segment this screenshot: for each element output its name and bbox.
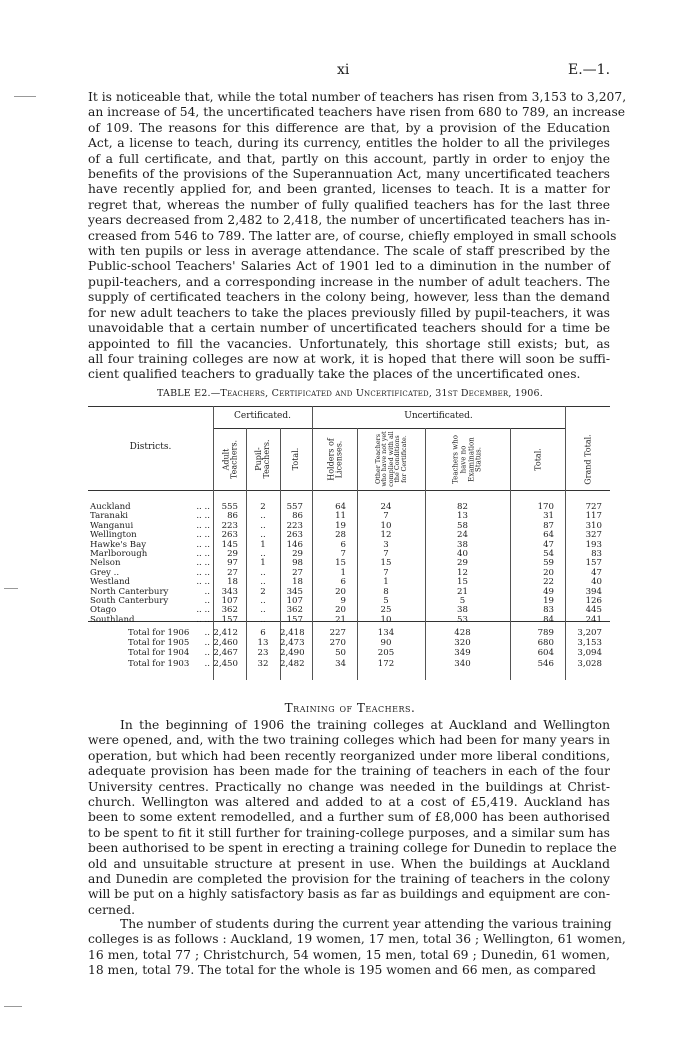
column-header: Total. xyxy=(291,447,301,471)
table-cell: 50 xyxy=(335,648,346,659)
table-cell: 7 xyxy=(340,549,346,559)
district-name: North Canterbury xyxy=(90,586,169,597)
table-rule-group xyxy=(213,428,565,429)
text-line: It is noticeable that, while the total number of teachers has risen from 3,153 to 3,207, xyxy=(88,90,627,104)
table-cell: 789 xyxy=(537,628,554,638)
table-cell: 24 xyxy=(457,530,468,541)
table-cell: .. xyxy=(260,567,266,578)
table-cell: 47 xyxy=(591,567,602,578)
table-cell: 21 xyxy=(457,586,468,597)
table-cell: 83 xyxy=(591,549,602,559)
text-line: of 109. The reasons for this difference are that, by a provision of the Education xyxy=(88,120,610,135)
district-name: Southland xyxy=(90,614,135,625)
table-cell: 15 xyxy=(335,558,346,569)
table-cell: 3,207 xyxy=(577,628,602,638)
table-cell: 7 xyxy=(383,549,389,559)
table-cell: 6 xyxy=(260,628,266,638)
table-cell: 18 xyxy=(227,577,238,588)
text-line: operation, but which had been recently reorganized under more liberal conditions, xyxy=(88,748,610,763)
table-cell: 58 xyxy=(457,520,468,531)
table-cell: .. xyxy=(260,614,266,625)
table-cell: 40 xyxy=(591,577,602,588)
text-line: to be spent to fit it still further for training-college purposes, and a similar sum has xyxy=(88,825,610,840)
text-line: pupil-teachers, and a corresponding increase in the number of adult teachers. The xyxy=(88,274,610,289)
column-header: Total. xyxy=(532,447,542,471)
text-line: all four training colleges are now at work, it is hoped that there will soon be suffi- xyxy=(88,351,610,366)
table-cell: 20 xyxy=(335,605,346,616)
text-line: Public-school Teachers' Salaries Act of 1901 led to a diminution in the number of xyxy=(88,259,610,274)
leader-dots: .. xyxy=(204,638,210,649)
table-cell: 29 xyxy=(457,558,468,569)
text-line: been authorised to be spent in erecting a training college for Dunedin to replace the xyxy=(88,841,617,856)
leader-dots: .. .. xyxy=(196,520,210,531)
table-cell: 6 xyxy=(340,539,346,550)
table-cell: 53 xyxy=(457,614,468,625)
table-cell: 10 xyxy=(380,520,392,531)
table-cell: 13 xyxy=(457,511,468,522)
table-cell: 223 xyxy=(286,520,303,531)
leader-dots: .. .. xyxy=(196,605,210,616)
table-cell: 394 xyxy=(585,586,602,597)
table-cell: 2,473 xyxy=(280,638,305,649)
table-cell: 7 xyxy=(383,511,389,522)
table-cell: 38 xyxy=(457,605,468,616)
district-name: South Canterbury xyxy=(90,596,169,606)
group-certificated: Certificated. xyxy=(234,411,291,421)
district-name: Wellington xyxy=(90,530,137,541)
table-cell: .. xyxy=(260,530,266,541)
table-cell: 12 xyxy=(380,530,392,541)
margin-mark xyxy=(4,588,18,589)
leader-dots: .. .. xyxy=(196,567,210,578)
table-cell: 546 xyxy=(537,658,554,669)
total-label: Total for 1903 xyxy=(128,658,190,669)
column-header: Teachers who have no Examination Status. xyxy=(451,434,483,484)
total-label: Total for 1905 xyxy=(128,638,190,649)
table-cell: 362 xyxy=(286,605,303,616)
table-cell: 64 xyxy=(543,530,554,541)
table-cell: 170 xyxy=(537,502,554,512)
table-cell: 3,153 xyxy=(577,638,602,649)
table-cell: .. xyxy=(260,596,266,606)
table-cell: 11 xyxy=(335,511,346,522)
table-cell: 145 xyxy=(221,539,238,550)
total-label: Total for 1906 xyxy=(128,628,190,638)
table-cell: 8 xyxy=(383,586,389,597)
table-cell: 2 xyxy=(260,502,266,512)
text-line: been to some extent remodelled, and a further sum of £8,000 has been authorised xyxy=(88,810,610,825)
district-name: Hawke's Bay xyxy=(90,539,147,550)
table-cell: .. xyxy=(260,577,266,588)
table-cell: 5 xyxy=(459,596,466,606)
training-paragraph xyxy=(88,718,617,918)
text-line: unavoidable that a certain number of uncertificated teachers should for a time be xyxy=(88,321,610,336)
table-cell: 320 xyxy=(454,638,471,649)
district-name: Otago xyxy=(90,605,117,616)
column-header: Other Teachers who have not yet complied with all the Conditions for Certificate. xyxy=(373,431,408,487)
leader-dots: .. .. xyxy=(196,539,210,550)
table-cell: 87 xyxy=(543,520,554,531)
district-name: Wanganui xyxy=(90,520,134,531)
leader-dots: .. .. xyxy=(196,511,210,522)
text-line: will be put on a highly satisfactory basis as far as buildings and equipment are con- xyxy=(88,887,610,902)
table-cell: 2,418 xyxy=(280,628,305,638)
intro-paragraph xyxy=(88,90,627,383)
leader-dots: .. xyxy=(204,648,210,659)
district-name: Nelson xyxy=(90,558,121,569)
table-cell: 345 xyxy=(286,586,303,597)
table-cell: 1 xyxy=(383,577,389,588)
table-cell: 6 xyxy=(340,577,346,588)
table-cell: 193 xyxy=(585,539,602,550)
district-name: Auckland xyxy=(90,502,131,512)
table-cell: 2,467 xyxy=(213,648,238,659)
leader-dots: .. .. xyxy=(196,614,210,625)
table-cell: 555 xyxy=(221,502,238,512)
table-cell: 157 xyxy=(286,614,303,625)
table-cell: 34 xyxy=(335,658,346,669)
text-line: years decreased from 2,482 to 2,418, the number of uncertificated teachers has in- xyxy=(88,213,610,228)
text-line: adequate provision has been made for the training of teachers in each of the four xyxy=(88,764,610,779)
table-cell: 9 xyxy=(340,596,346,606)
section-title: Training of Teachers. xyxy=(284,701,416,715)
table-cell: 2 xyxy=(260,586,266,597)
table-cell: 86 xyxy=(227,511,238,522)
table-cell: 32 xyxy=(257,658,269,669)
text-line: 18 men, total 79. The total for the whole is 195 women and 66 men, as compared xyxy=(88,963,596,978)
table-cell: 27 xyxy=(227,567,238,578)
table-cell: 90 xyxy=(380,638,392,649)
table-cell: 327 xyxy=(585,530,602,541)
table-cell: 3,028 xyxy=(577,658,602,669)
table-cell: 1 xyxy=(340,567,346,578)
table-cell: 310 xyxy=(585,520,602,531)
leader-dots: .. .. xyxy=(196,558,210,569)
table-cell: 15 xyxy=(457,577,468,588)
text-line: Act, a license to teach, during its currency, entitles the holder to all the privileges xyxy=(88,136,610,151)
table-cell: 40 xyxy=(457,549,468,559)
margin-mark xyxy=(4,1006,22,1007)
text-line: for new adult teachers to take the places previously filled by pupil-teachers, it was xyxy=(88,305,610,320)
text-line: of a full certificate, and that, partly on this account, partly in order to enjoy the xyxy=(88,151,610,166)
table-cell: 29 xyxy=(292,549,303,559)
table-cell: .. xyxy=(260,549,266,559)
table-cell: 98 xyxy=(292,558,303,569)
table-cell: 7 xyxy=(383,567,389,578)
leader-dots: .. .. xyxy=(196,530,210,541)
table-cell: 54 xyxy=(543,549,554,559)
table-cell: 270 xyxy=(329,638,346,649)
table-cell: .. xyxy=(260,511,266,522)
text-line: church. Wellington was altered and added to at a cost of £5,419. Auckland has xyxy=(88,795,610,810)
column-header: Adult Teachers. xyxy=(220,439,238,479)
table-cell: 82 xyxy=(457,502,468,512)
column-header: Pupil-Teachers. xyxy=(254,439,271,479)
col-districts: Districts. xyxy=(129,442,172,452)
leader-dots: .. xyxy=(204,596,210,606)
table-cell: 18 xyxy=(292,577,303,588)
table-cell: 29 xyxy=(227,549,238,559)
text-line: 16 men, total 77 ; Christchurch, 54 women, 15 men, total 69 ; Dunedin, 61 women, xyxy=(88,947,610,962)
district-name: Taranaki xyxy=(90,511,129,522)
table-cell: 12 xyxy=(457,567,468,578)
table-cell: 28 xyxy=(335,530,346,541)
column-header: Grand Total. xyxy=(582,433,592,485)
table-cell: 107 xyxy=(221,596,238,606)
text-line: cerned. xyxy=(88,902,136,917)
teachers-table xyxy=(88,406,610,680)
table-cell: 126 xyxy=(585,596,602,606)
table-cell: 340 xyxy=(454,658,471,669)
table-cell: 1 xyxy=(260,558,266,569)
total-label: Total for 1904 xyxy=(128,648,190,659)
table-cell: 2,412 xyxy=(213,628,238,638)
table-cell: 97 xyxy=(227,558,238,569)
table-cell: 49 xyxy=(543,586,554,597)
text-line: benefits of the provisions of the Superannuation Act, many uncertificated teachers xyxy=(88,167,610,182)
table-cell: 343 xyxy=(221,586,238,597)
text-line: colleges is as follows : Auckland, 19 women, 17 men, total 36 ; Wellington, 61 women, xyxy=(88,932,626,947)
table-cell: 428 xyxy=(454,628,471,638)
table-cell: 146 xyxy=(286,539,303,550)
table-cell: 223 xyxy=(221,520,238,531)
table-cell: 24 xyxy=(380,502,392,512)
table-cell: 604 xyxy=(537,648,554,659)
table-cell: 445 xyxy=(585,605,602,616)
table-cell: 157 xyxy=(221,614,238,625)
page-number: xi xyxy=(337,62,350,78)
text-line: an increase of 54, the uncertificated teachers have risen from 680 to 789, an increase xyxy=(88,105,626,120)
text-line: have recently applied for, and been granted, licenses to teach. It is a matter for xyxy=(88,182,610,197)
margin-mark xyxy=(14,96,36,97)
district-name: Grey .. xyxy=(90,567,120,578)
table-cell: .. xyxy=(260,520,266,531)
text-line: The number of students during the current year attending the various training xyxy=(120,917,612,931)
table-cell: 205 xyxy=(377,648,395,659)
table-cell: 2,490 xyxy=(280,648,305,659)
table-cell: 557 xyxy=(286,502,303,512)
table-cell: 134 xyxy=(377,628,395,638)
table-cell: 727 xyxy=(585,502,602,512)
table-cell: 2,450 xyxy=(213,658,238,669)
table-cell: 2,482 xyxy=(280,658,305,669)
text-line: and Dunedin are completed the provision for the training of teachers in the colony xyxy=(88,872,610,887)
text-line: University centres. Practically no change was needed in the buildings at Christ- xyxy=(88,779,610,794)
table-rule-header xyxy=(88,490,610,491)
table-cell: 1 xyxy=(260,539,266,550)
table-cell: 2,460 xyxy=(213,638,238,649)
table-cell: 20 xyxy=(335,586,346,597)
leader-dots: .. xyxy=(204,658,210,669)
leader-dots: .. .. xyxy=(196,549,210,559)
table-cell: 107 xyxy=(286,596,303,606)
leader-dots: .. xyxy=(204,586,210,597)
text-line: creased from 546 to 789. The latter are, of course, chiefly employed in small schools xyxy=(88,228,617,243)
table-cell: .. xyxy=(260,605,266,616)
table-cell: 47 xyxy=(543,539,554,550)
district-name: Westland xyxy=(90,577,130,588)
table-cell: 25 xyxy=(380,605,392,616)
table-cell: 227 xyxy=(329,628,346,638)
text-line: regret that, whereas the number of fully qualified teachers has for the last three xyxy=(88,197,610,212)
table-cell: 21 xyxy=(335,614,346,625)
table-cell: 5 xyxy=(383,596,389,606)
table-cell: 59 xyxy=(543,558,554,569)
leader-dots: .. .. xyxy=(196,577,210,588)
table-cell: 263 xyxy=(221,530,238,541)
table-cell: 117 xyxy=(585,511,602,522)
table-rule-top xyxy=(88,406,610,407)
text-line: supply of certificated teachers in the colony being, however, less than the demand xyxy=(88,290,610,305)
group-uncertificated: Uncertificated. xyxy=(404,411,473,421)
table-cell: 13 xyxy=(257,638,269,649)
table-cell: 349 xyxy=(454,648,471,659)
table-cell: 23 xyxy=(257,648,269,659)
table-cell: 31 xyxy=(543,511,554,522)
table-cell: 19 xyxy=(543,596,554,606)
table-cell: 15 xyxy=(380,558,392,569)
page-code: E.—1. xyxy=(568,62,611,78)
leader-dots: .. .. xyxy=(196,502,210,512)
table-cell: 83 xyxy=(543,605,554,616)
text-line: appointed to fill the vacancies. Unfortunately, this shortage still exists; but, as xyxy=(88,336,610,351)
table-cell: 157 xyxy=(585,558,602,569)
table-cell: 3,094 xyxy=(577,648,602,659)
table-cell: 19 xyxy=(335,520,346,531)
table-cell: 38 xyxy=(457,539,468,550)
table-cell: 680 xyxy=(537,638,554,649)
table-cell: 362 xyxy=(221,605,238,616)
students-paragraph xyxy=(88,917,626,979)
text-line: In the beginning of 1906 the training colleges at Auckland and Wellington xyxy=(120,718,610,732)
table-cell: 27 xyxy=(292,567,303,578)
text-line: old and unsuitable structure at present in use. When the buildings at Auckland xyxy=(88,856,610,871)
table-cell: 86 xyxy=(292,511,303,522)
text-line: with ten pupils or less in average attendance. The scale of staff prescribed by the xyxy=(88,244,610,259)
text-line: were opened, and, with the two training colleges which had been for many years in xyxy=(88,733,610,748)
table-cell: 241 xyxy=(585,614,602,625)
table-cell: 3 xyxy=(383,539,389,550)
district-name: Marlborough xyxy=(90,549,148,559)
table-cell: 172 xyxy=(377,658,395,669)
column-header: Holders of Licenses. xyxy=(325,437,343,481)
table-cell: 10 xyxy=(380,614,392,625)
table-caption: TABLE E2.—Teachers, Certificated and Uncertificated, 31st December, 1906. xyxy=(157,388,543,399)
table-cell: 263 xyxy=(286,530,303,541)
leader-dots: .. xyxy=(204,628,210,638)
table-cell: 20 xyxy=(543,567,554,578)
table-cell: 22 xyxy=(543,577,554,588)
text-line: cient qualified teachers to gradually take the places of the uncertificated ones. xyxy=(88,367,581,382)
table-cell: 64 xyxy=(335,502,346,512)
table-cell: 84 xyxy=(543,614,554,625)
